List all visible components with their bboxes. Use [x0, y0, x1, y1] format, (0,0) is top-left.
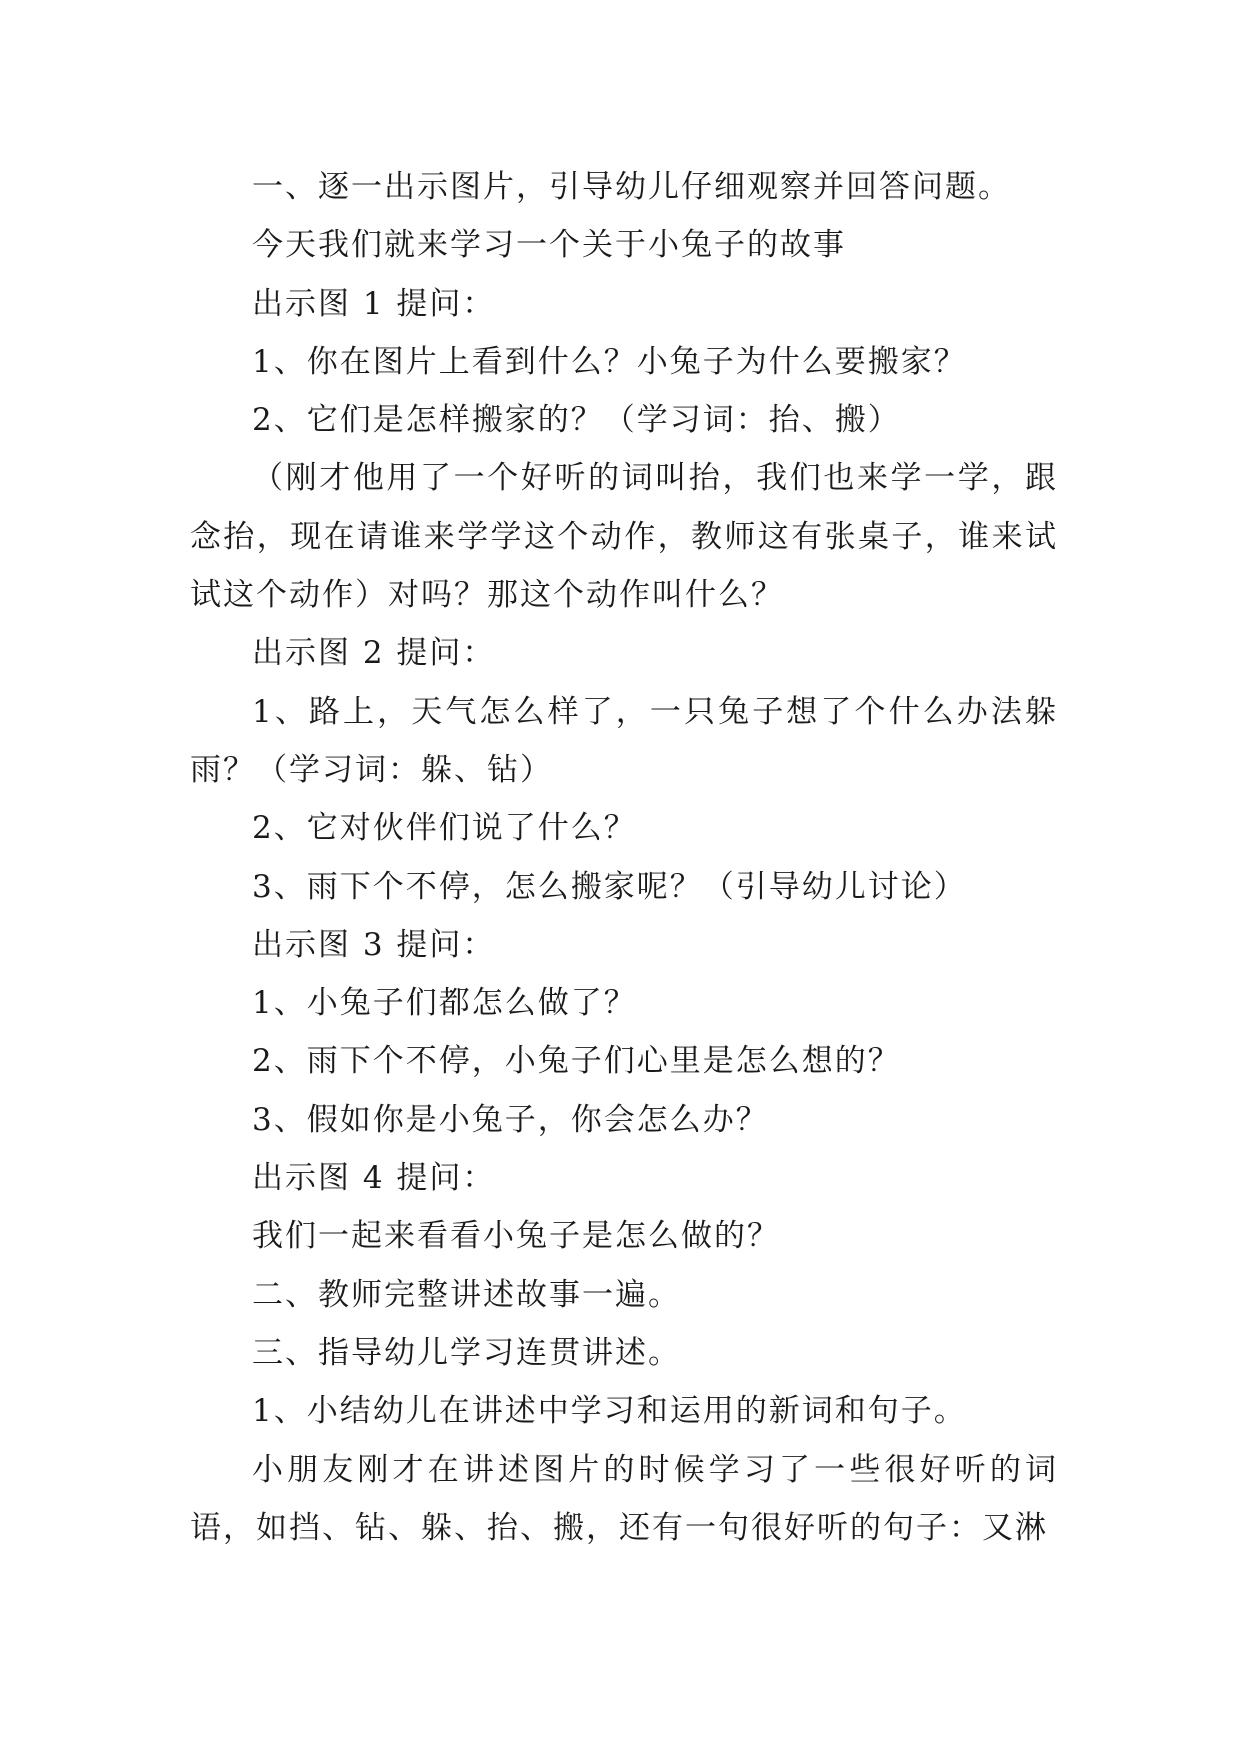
paragraph-question-1-2: 2、它们是怎样搬家的？（学习词：抬、搬）	[252, 402, 901, 439]
paragraph-show-picture-1: 出示图 1 提问：	[252, 285, 496, 322]
paragraph-question-2-3: 3、雨下个不停，怎么搬家呢？（引导幼儿讨论）	[252, 868, 967, 905]
paragraph-question-3-1: 1、小兔子们都怎么做了？	[252, 985, 637, 1022]
paragraph-section-two: 二、教师完整讲述故事一遍。	[252, 1276, 681, 1313]
paragraph-summary-words: 小朋友刚才在讲述图片的时候学习了一些很好听的词语，如挡、钻、躲、抬、搬，还有一句很好听的句子：又淋	[190, 1451, 1058, 1546]
paragraph-show-picture-3: 出示图 3 提问：	[252, 926, 496, 963]
paragraph-summary-1: 1、小结幼儿在讲述中学习和运用的新词和句子。	[252, 1393, 967, 1430]
paragraph-section-one: 一、逐一出示图片，引导幼儿仔细观察并回答问题。	[252, 169, 1011, 205]
paragraph-question-2-1: 1、路上，天气怎么样了，一只兔子想了个什么办法躲雨？（学习词：躲、钻）	[190, 693, 1058, 788]
paragraph-question-1-1: 1、你在图片上看到什么？小兔子为什么要搬家？	[252, 343, 967, 380]
paragraph-show-picture-2: 出示图 2 提问：	[252, 635, 496, 672]
paragraph-question-2-2: 2、它对伙伴们说了什么？	[252, 810, 637, 847]
paragraph-explain-lift: （刚才他用了一个好听的词叫抬，我们也来学一学，跟念抬，现在请谁来学学这个动作，教师这有张桌子，谁来试试这个动作）对吗？那这个动作叫什么？	[190, 460, 1058, 614]
paragraph-show-picture-4: 出示图 4 提问：	[252, 1160, 496, 1197]
document-body	[190, 158, 1058, 1557]
paragraph-intro: 今天我们就来学习一个关于小兔子的故事	[252, 227, 846, 264]
paragraph-question-3-3: 3、假如你是小兔子，你会怎么办？	[252, 1101, 769, 1138]
paragraph-question-4-1: 我们一起来看看小兔子是怎么做的？	[252, 1218, 780, 1255]
paragraph-section-three: 三、指导幼儿学习连贯讲述。	[252, 1334, 681, 1371]
paragraph-question-3-2: 2、雨下个不停，小兔子们心里是怎么想的？	[252, 1043, 901, 1080]
